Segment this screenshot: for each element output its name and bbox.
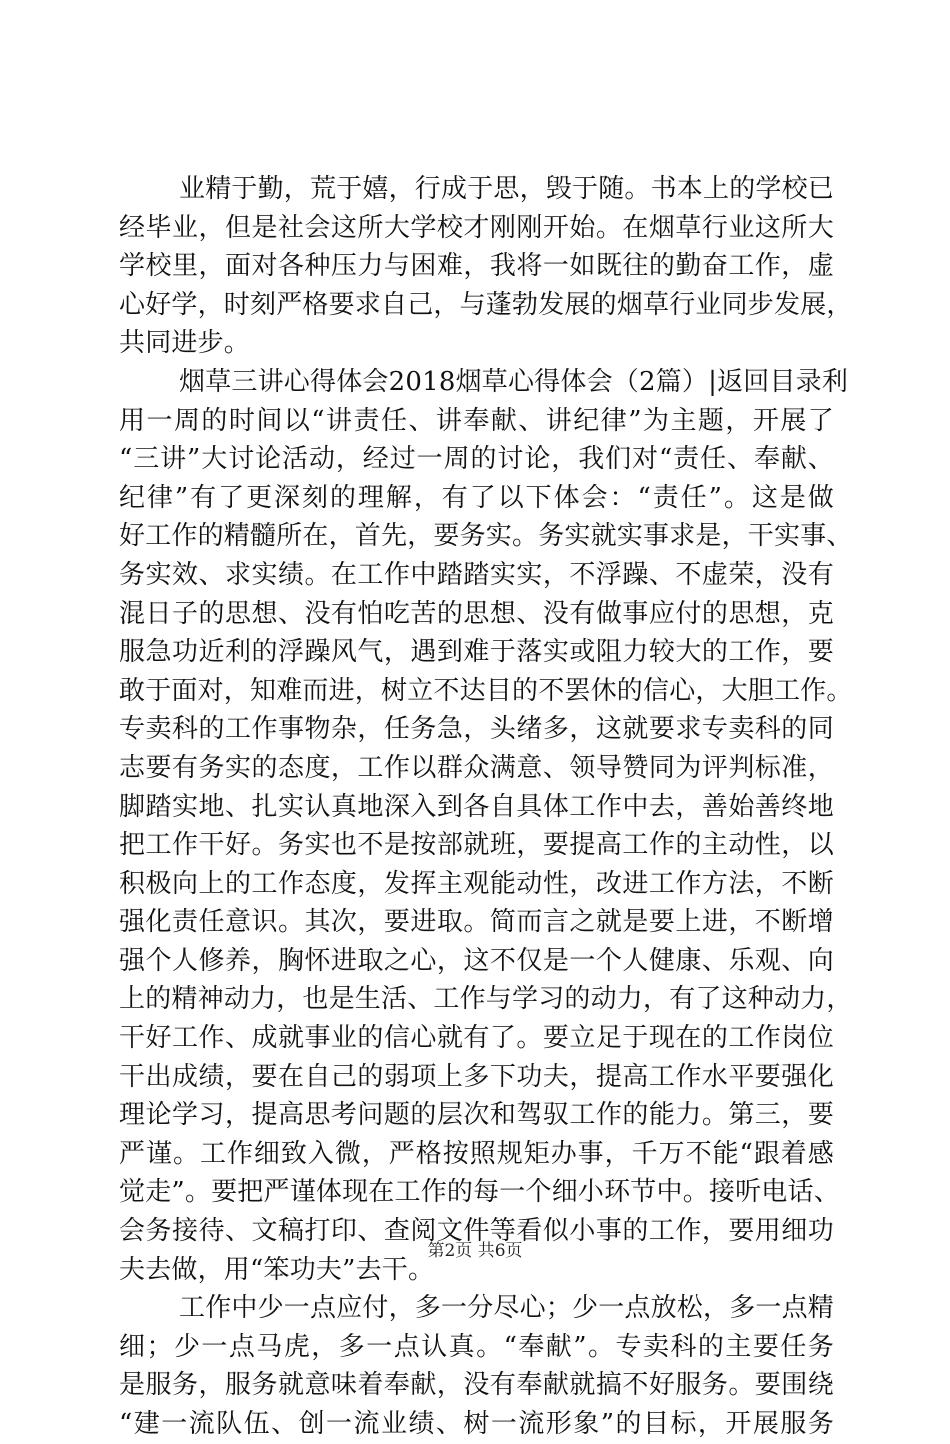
text-line: 敢于面对，知难而进，树立不达目的不罢休的信心，大胆工作。 xyxy=(119,675,853,706)
text-line: 服急功近利的浮躁风气，遇到难于落实或阻力较大的工作，要 xyxy=(119,637,834,668)
paragraph xyxy=(119,170,853,363)
text-line: 觉走”。要把严谨体现在工作的每一个细小环节中。接听电话、 xyxy=(119,1177,840,1208)
text-line: 强个人修养，胸怀进取之心，这不仅是一个人健康、乐观、向 xyxy=(119,945,834,976)
text-line: 会务接待、文稿打印、查阅文件等看似小事的工作，要用细功 xyxy=(119,1216,834,1247)
paragraph xyxy=(119,363,853,1289)
text-line: 上的精神动力，也是生活、工作与学习的动力，有了这种动力， xyxy=(119,984,853,1015)
text-line: 工作中少一点应付，多一分尽心；少一点放松，多一点精 xyxy=(179,1293,835,1324)
text-line: 烟草三讲心得体会2018烟草心得体会（2篇）|返回目录利 xyxy=(179,366,849,397)
text-line: 心好学，时刻严格要求自己，与蓬勃发展的烟草行业同步发展， xyxy=(119,289,853,320)
paragraph xyxy=(119,1289,834,1443)
text-line: 经毕业，但是社会这所大学校才刚刚开始。在烟草行业这所大 xyxy=(119,212,834,243)
text-line: 细；少一点马虎，多一点认真。“奉献”。专卖科的主要任务 xyxy=(119,1331,834,1362)
text-line: 学校里，面对各种压力与困难，我将一如既往的勤奋工作，虚 xyxy=(119,251,834,282)
text-line: 干好工作、成就事业的信心就有了。要立足于现在的工作岗位 xyxy=(119,1023,834,1054)
text-line: “三讲”大讨论活动，经过一周的讨论，我们对“责任、奉献、 xyxy=(119,444,834,475)
text-line: 纪律”有了更深刻的理解，有了以下体会：“责任”。这是做 xyxy=(119,482,834,513)
text-line: 强化责任意识。其次，要进取。简而言之就是要上进，不断增 xyxy=(119,907,834,938)
text-line: 专卖科的工作事物杂，任务急，头绪多，这就要求专卖科的同 xyxy=(119,714,834,745)
text-line: 理论学习，提高思考问题的层次和驾驭工作的能力。第三，要 xyxy=(119,1100,834,1131)
text-line: 志要有务实的态度，工作以群众满意、领导赞同为评判标准， xyxy=(119,752,834,783)
text-line: “建一流队伍、创一流业绩、树一流形象”的目标，开展服务 xyxy=(119,1409,834,1439)
text-line: 务实效、求实绩。在工作中踏踏实实，不浮躁、不虚荣，没有 xyxy=(119,559,834,590)
page-number-footer: 第2页 共6页 xyxy=(427,1241,523,1261)
text-line: 业精于勤，荒于嬉，行成于思，毁于随。书本上的学校已 xyxy=(179,174,835,204)
text-line: 好工作的精髓所在，首先，要务实。务实就实事求是，干实事、 xyxy=(119,521,853,552)
text-line: 混日子的思想、没有怕吃苦的思想、没有做事应付的思想，克 xyxy=(119,598,834,629)
text-line: 干出成绩，要在自己的弱项上多下功夫，提高工作水平要强化 xyxy=(119,1061,834,1092)
text-line: 积极向上的工作态度，发挥主观能动性，改进工作方法，不断 xyxy=(119,868,834,899)
text-line: 用一周的时间以“讲责任、讲奉献、讲纪律”为主题，开展了 xyxy=(119,405,834,436)
text-line: 夫去做，用“笨功夫”去干。 xyxy=(119,1254,435,1285)
text-line: 把工作干好。务实也不是按部就班，要提高工作的主动性，以 xyxy=(119,830,834,861)
text-line: 是服务，服务就意味着奉献，没有奉献就搞不好服务。要围绕 xyxy=(119,1370,834,1401)
text-line: 脚踏实地、扎实认真地深入到各自具体工作中去，善始善终地 xyxy=(119,791,834,822)
text-line: 共同进步。 xyxy=(119,328,251,359)
text-line: 严谨。工作细致入微，严格按照规矩办事，千万不能“跟着感 xyxy=(119,1138,834,1169)
